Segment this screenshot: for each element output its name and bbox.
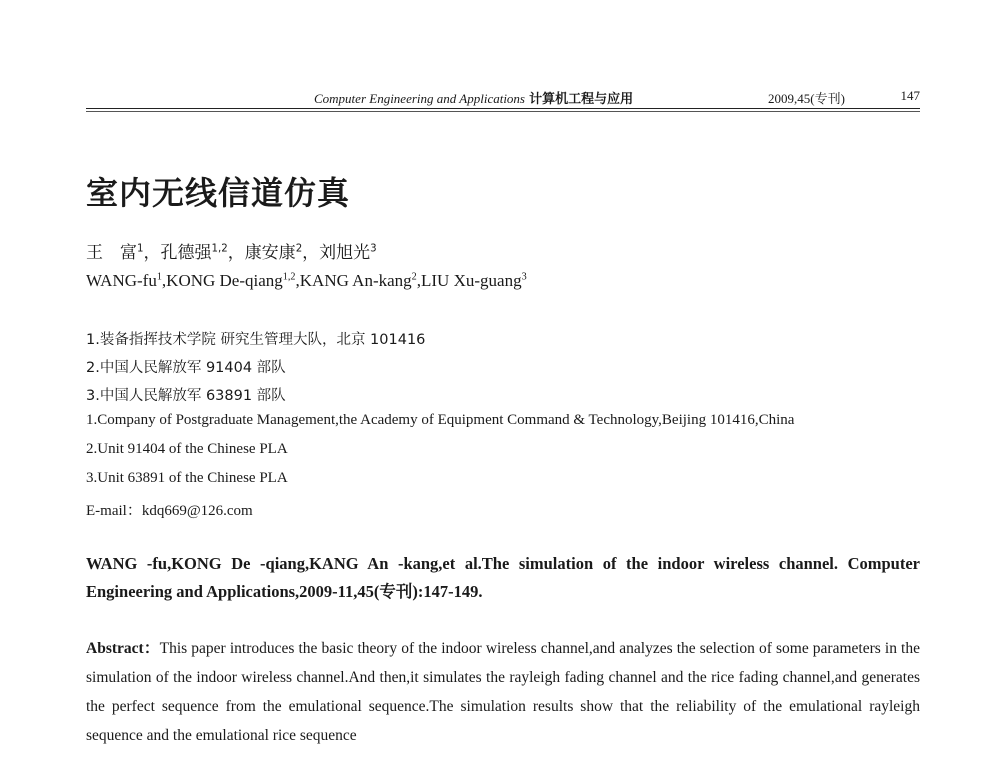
author-affil-mark: 1 — [137, 243, 144, 255]
citation: WANG -fu,KONG De -qiang,KANG An -kang,et al.The simulation of the indoor wireless channel. Computer Engineering and Applications,2009-11,45(专刊):147-149. — [86, 554, 920, 601]
volume-info: 2009,45(专刊) — [768, 91, 845, 106]
author-affil-mark: 1,2 — [211, 243, 228, 255]
author-affil-mark: 3 — [370, 243, 377, 255]
page-number: 147 — [900, 88, 920, 103]
author-name: 王 富 — [86, 243, 137, 263]
header-rule — [86, 108, 920, 109]
affiliation-cn: 2.中国人民解放军 91404 部队 — [86, 360, 286, 376]
authors-cn — [86, 238, 377, 263]
affiliation-en: 3.Unit 63891 of the Chinese PLA — [86, 470, 288, 486]
author-separator: ， — [143, 243, 161, 263]
affiliation-cn: 3.中国人民解放军 63891 部队 — [86, 388, 286, 404]
paper-title: 室内无线信道仿真 — [86, 174, 351, 212]
author-name: KONG De-qiang — [166, 271, 283, 290]
email: E-mail：kdq669@126.com — [86, 503, 253, 519]
author-separator: , — [295, 271, 300, 290]
author-name: LIU Xu-guang — [421, 271, 522, 290]
abstract-text: This paper introduces the basic theory of the indoor wireless channel,and analyzes the selection of some parameters in the simulation of the indoor wireless channel.And then,it simulates the rayleigh fading channel and the rice fading channel,and generates the perfect sequence from the emulational sequence.The simulation results show that the reliability of the emulational rayleigh sequence and the emulational rice sequence — [86, 640, 920, 744]
author-affil-mark: 2 — [295, 243, 303, 255]
journal-name-cn: 计算机工程与应用 — [529, 92, 634, 107]
journal-name — [314, 88, 633, 107]
author-name: KANG An-kang — [299, 271, 412, 290]
abstract — [86, 634, 920, 750]
author-separator: ， — [227, 243, 245, 263]
header-rule-secondary — [86, 111, 920, 112]
author-affil-mark: 2 — [411, 271, 417, 283]
author-separator: , — [161, 271, 167, 290]
author-name: 康安康 — [244, 243, 296, 263]
author-affil-mark: 3 — [521, 271, 527, 283]
affiliation-en: 2.Unit 91404 of the Chinese PLA — [86, 441, 288, 457]
author-name: WANG-fu — [86, 271, 157, 290]
affiliation-cn: 1.装备指挥技术学院 研究生管理大队，北京 101416 — [86, 332, 426, 348]
abstract-label: Abstract： — [86, 640, 160, 657]
running-header — [86, 86, 920, 112]
author-affil-mark: 1 — [156, 271, 162, 283]
author-affil-mark: 1,2 — [282, 271, 296, 283]
authors-en — [86, 271, 527, 291]
author-separator: ， — [302, 243, 320, 263]
author-name: 孔德强 — [160, 243, 212, 263]
affiliation-en: 1.Company of Postgraduate Management,the Academy of Equipment Command & Technology,Beijing 101416,China — [86, 412, 795, 428]
author-name: 刘旭光 — [319, 243, 371, 263]
author-separator: , — [416, 271, 422, 290]
journal-name-en: Computer Engineering and Applications — [314, 91, 525, 106]
